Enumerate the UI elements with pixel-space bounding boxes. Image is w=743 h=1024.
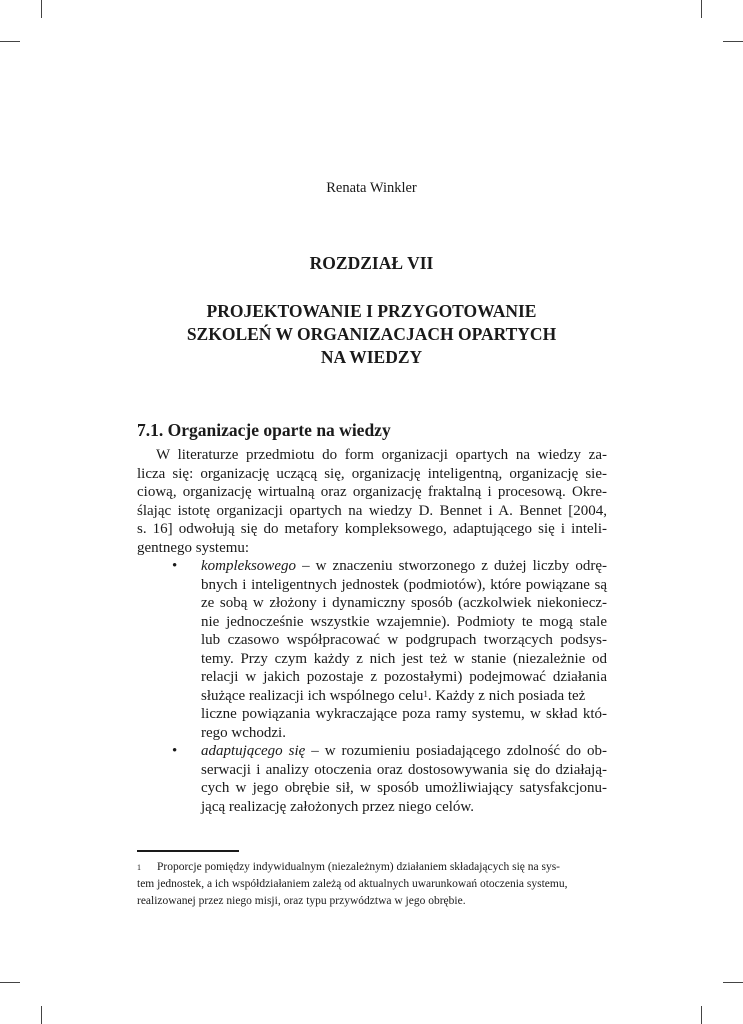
bullet-line: rego wchodzi. [201,724,286,741]
bullet-term: kompleksowego [201,558,296,574]
bullet-item-adaptujacego [137,742,607,816]
bullet-line: bnych i inteligentnych jednostek (podmiotów), które powiązane są [201,576,607,593]
bullet-line: cych w jego obrębie sił, w sposób umożliwiający satysfakcjonu- [201,780,607,796]
bullet-line: relacji w jakich pozostaje z pozostałymi) podejmować działania [201,669,607,685]
bullet-line [201,742,607,761]
bullet-line: nie jednocześnie wszystkie wzajemnie). Podmioty te mogą stale [201,613,607,630]
paragraph-line: gentnego systemu: [137,539,250,556]
bullet-icon: • [172,558,178,574]
crop-mark-bottom-right [701,1006,702,1024]
chapter-title-line: SZKOLEŃ W ORGANIZACJACH OPARTYCH [186,324,557,344]
paragraph-line: ciową, organizację wirtualną oraz organizację fraktalną i procesową. Okre- [137,484,607,500]
crop-mark-left-bottom [0,982,20,983]
section-heading: 7.1. Organizacje oparte na wiedzy [137,420,391,440]
footnote-line: realizowanej przez niego misji, oraz typu przywództwa w jego obrębie. [137,895,466,907]
bullet-term: adaptującego się [201,743,306,759]
bullet-line: lub czasowo współpracować w podgrupach tworzących podsys- [201,632,607,648]
bullet-line: serwacji i analizy otoczenia oraz dostosowywania się do działają- [201,761,607,778]
bullet-line-rest: – w rozumieniu posiadającego zdolność do ob- [305,743,607,759]
bullet-line-text: służące realizacji ich wspólnego celu [201,687,424,704]
bullet-line: ze sobą w złożony i dynamiczny sposób (aczkolwiek niekoniecz- [201,595,607,611]
bullet-line [201,557,607,576]
footnote-line [137,859,607,876]
chapter-label: ROZDZIAŁ VII [309,253,434,273]
chapter-title-line: NA WIEDZY [320,347,423,367]
bullet-icon: • [172,743,178,759]
footnote-number: 1 [137,863,141,872]
footnote-reference[interactable]: 1 [423,688,428,699]
paragraph-line: ślając istotę organizacji opartych na wiedzy D. Bennet i A. Bennet [2004, [137,502,607,519]
crop-mark-right-top [723,41,743,42]
chapter-title-line: PROJEKTOWANIE I PRZYGOTOWANIE [206,301,537,321]
bullet-line [201,687,607,706]
bullet-line: temy. Przy czym każdy z nich jest też w stanie (niezależnie od [201,650,607,667]
chapter-title [0,300,743,369]
bullet-line: jącą realizację założonych przez niego celów. [201,798,475,815]
bullet-line-text: . Każdy z nich posiada też [427,687,586,704]
crop-mark-left-top [0,41,20,42]
crop-mark-top-left [41,0,42,18]
footnote-line: tem jednostek, a ich współdziałaniem zależą od aktualnych uwarunkowań otoczenia systemu, [137,878,568,890]
crop-mark-right-bottom [723,982,743,983]
body-text [137,446,607,816]
crop-mark-bottom-left [41,1006,42,1024]
paragraph-line: s. 16] odwołują się do metafory kompleksowego, adaptującego się i inteli- [137,521,607,537]
bullet-line-rest: – w znaczeniu stworzonego z dużej liczby odrę- [295,558,607,574]
author-name: Renata Winkler [326,180,417,196]
bullet-item-kompleksowego [137,557,607,742]
paragraph-line: W literaturze przedmiotu do form organizacji opartych na wiedzy za- [156,447,607,463]
footnote-text: Proporcje pomiędzy indywidualnym (niezależnym) działaniem składających się na sys- [157,861,561,873]
bullet-line: liczne powiązania wykraczające poza ramy systemu, w skład któ- [201,706,607,722]
crop-mark-top-right [701,0,702,18]
footnote [137,859,607,910]
paragraph-line: licza się: organizację uczącą się, organizację inteligentną, organizację sie- [137,465,607,482]
footnote-divider [137,850,239,852]
